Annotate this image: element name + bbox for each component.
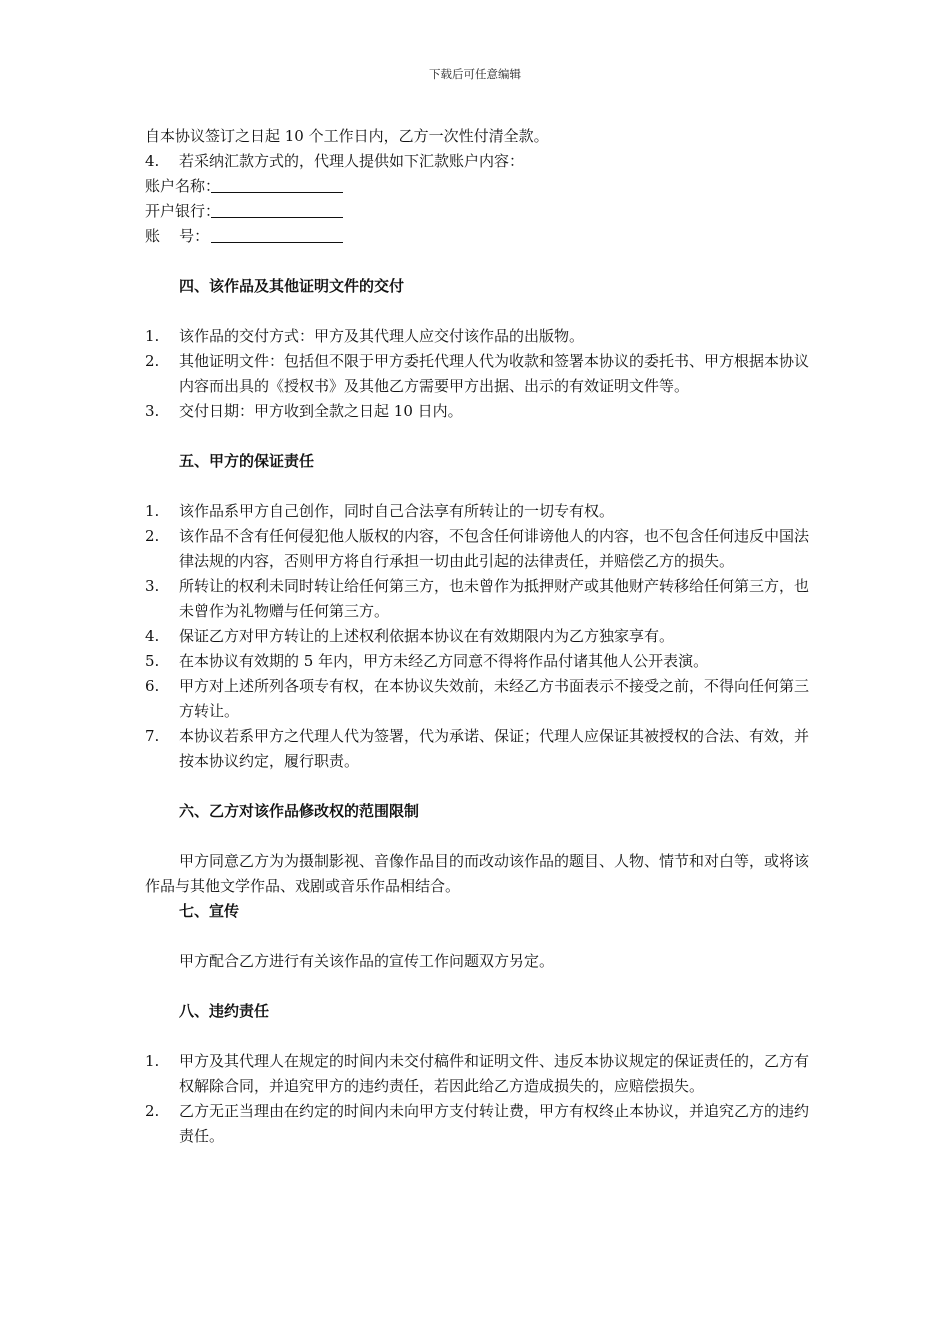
account-name-blank xyxy=(211,177,343,193)
item-number: 2. xyxy=(145,1102,160,1120)
list-item xyxy=(145,724,817,774)
item-number: 1. xyxy=(145,502,160,520)
item-text: 甲方及其代理人在规定的时间内未交付稿件和证明文件、违反本协议规定的保证责任的，乙方有权解除合同，并追究甲方的违约责任，若因此给乙方造成损失的，应赔偿损失。 xyxy=(179,1052,810,1095)
list-item xyxy=(145,349,817,399)
bank-field xyxy=(145,199,817,224)
item-number: 1. xyxy=(145,1052,160,1070)
item-number: 4. xyxy=(145,152,160,170)
account-number-label: 账 号： xyxy=(145,227,210,245)
list-item xyxy=(145,499,817,524)
section-4-list xyxy=(145,324,817,424)
account-name-label: 账户名称： xyxy=(145,177,221,195)
item-number: 6. xyxy=(145,677,160,695)
payment-term-line: 自本协议签订之日起 10 个工作日内，乙方一次性付清全款。 xyxy=(145,127,549,145)
document-body xyxy=(145,124,817,1149)
list-item xyxy=(145,1049,817,1099)
list-item xyxy=(145,1099,817,1149)
item-text: 本协议若系甲方之代理人代为签署，代为承诺、保证；代理人应保证其被授权的合法、有效，并按本协议约定，履行职责。 xyxy=(179,727,810,770)
item-number: 2. xyxy=(145,352,160,370)
item-number: 7. xyxy=(145,727,160,745)
account-name-field xyxy=(145,174,817,199)
item-text: 交付日期：甲方收到全款之日起 10 日内。 xyxy=(179,402,463,420)
item-text: 该作品系甲方自己创作，同时自己合法享有所转让的一切专有权。 xyxy=(179,502,615,520)
item-text: 所转让的权利未同时转让给任何第三方，也未曾作为抵押财产或其他财产转移给任何第三方，也未曾作为礼物赠与任何第三方。 xyxy=(179,577,810,620)
item-number: 2. xyxy=(145,527,160,545)
section-heading-7: 七、宣传 xyxy=(179,902,240,920)
page-header: 下载后可任意编辑 xyxy=(429,67,521,81)
item-number: 4. xyxy=(145,627,160,645)
account-number-field xyxy=(145,224,817,249)
item-text: 在本协议有效期的 5 年内，甲方未经乙方同意不得将作品付诸其他人公开表演。 xyxy=(179,652,709,670)
section-heading-4: 四、该作品及其他证明文件的交付 xyxy=(179,277,405,295)
list-item xyxy=(145,149,817,174)
list-item xyxy=(145,324,817,349)
bank-blank xyxy=(211,202,343,218)
list-item xyxy=(145,674,817,724)
section-6-paragraph: 甲方同意乙方为为摄制影视、音像作品目的而改动该作品的题目、人物、情节和对白等，或将该作品与其他文学作品、戏剧或音乐作品相结合。 xyxy=(145,852,810,895)
item-text: 该作品的交付方式：甲方及其代理人应交付该作品的出版物。 xyxy=(179,327,585,345)
list-item xyxy=(145,624,817,649)
item-number: 5. xyxy=(145,652,160,670)
item-text: 其他证明文件：包括但不限于甲方委托代理人代为收款和签署本协议的委托书、甲方根据本协议内容而出具的《授权书》及其他乙方需要甲方出据、出示的有效证明文件等。 xyxy=(179,352,810,395)
item-number: 1. xyxy=(145,327,160,345)
list-item xyxy=(145,574,817,624)
item-text: 保证乙方对甲方转让的上述权利依据本协议在有效期限内为乙方独家享有。 xyxy=(179,627,675,645)
item-text: 该作品不含有任何侵犯他人版权的内容，不包含任何诽谤他人的内容，也不包含任何违反中国法律法规的内容，否则甲方将自行承担一切由此引起的法律责任，并赔偿乙方的损失。 xyxy=(179,527,810,570)
item-number: 3. xyxy=(145,402,160,420)
section-7-paragraph: 甲方配合乙方进行有关该作品的宣传工作问题双方另定。 xyxy=(179,952,555,970)
section-heading-5: 五、甲方的保证责任 xyxy=(179,452,315,470)
list-item xyxy=(145,524,817,574)
item-text: 甲方对上述所列各项专有权，在本协议失效前，未经乙方书面表示不接受之前，不得向任何第三方转让。 xyxy=(179,677,810,720)
account-number-blank xyxy=(211,227,343,243)
list-item xyxy=(145,399,817,424)
item-number: 3. xyxy=(145,577,160,595)
section-8-list xyxy=(145,1049,817,1149)
item-text: 若采纳汇款方式的，代理人提供如下汇款账户内容： xyxy=(179,152,525,170)
section-5-list xyxy=(145,499,817,774)
section-heading-6: 六、乙方对该作品修改权的范围限制 xyxy=(179,802,420,820)
section-heading-8: 八、违约责任 xyxy=(179,1002,270,1020)
item-text: 乙方无正当理由在约定的时间内未向甲方支付转让费，甲方有权终止本协议，并追究乙方的违约责任。 xyxy=(179,1102,810,1145)
list-item xyxy=(145,649,817,674)
bank-label: 开户银行： xyxy=(145,202,221,220)
